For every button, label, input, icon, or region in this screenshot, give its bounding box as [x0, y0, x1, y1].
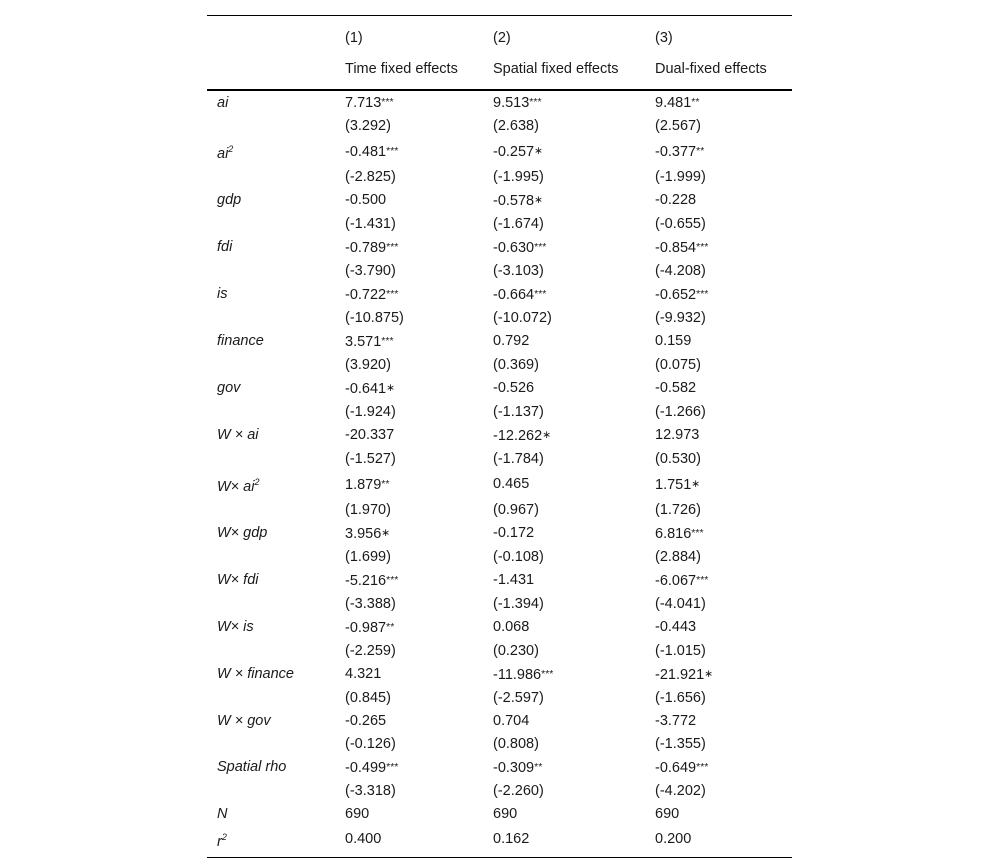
- col-name-1: Time fixed effects: [335, 53, 483, 90]
- tstat-cell: (-0.126): [345, 735, 396, 752]
- coef-value: 9.481: [655, 95, 692, 111]
- coef-cell: [483, 90, 645, 115]
- tstat-cell: (-1.431): [345, 215, 396, 232]
- variable-cell: [207, 189, 335, 213]
- coef-row: [207, 330, 792, 354]
- coef-value: 4.321: [345, 666, 382, 683]
- coef-row: [207, 189, 792, 213]
- empty-cell: [207, 213, 335, 236]
- tstat-row: [207, 546, 792, 569]
- significance-stars: **: [381, 477, 390, 490]
- coef-cell: [483, 756, 645, 780]
- tstat-cell: (-1.266): [655, 403, 706, 420]
- tstat-cell: (-3.790): [345, 262, 396, 279]
- empty-cell: [207, 780, 335, 803]
- variable-name: ai: [217, 94, 229, 111]
- variable-cell: [207, 663, 335, 687]
- coef-cell: [645, 189, 792, 213]
- coef-value: -0.722: [345, 286, 387, 303]
- coef-cell: [335, 283, 483, 307]
- tstat-cell: (0.075): [655, 356, 701, 373]
- coef-value: 0.068: [493, 619, 530, 636]
- significance-stars: ***: [386, 760, 399, 773]
- variable-name: W × gov: [217, 712, 271, 729]
- coef-value: 3.956: [345, 525, 382, 542]
- coef-row: [207, 663, 792, 687]
- variable-cell: [207, 803, 335, 826]
- coef-value: -0.526: [493, 380, 535, 397]
- tstat-row: [207, 354, 792, 377]
- significance-stars: ∗: [381, 526, 391, 539]
- coef-value: -6.067: [655, 572, 697, 589]
- coef-value: -0.630: [493, 239, 535, 256]
- coef-cell: [645, 377, 792, 401]
- significance-stars: **: [534, 760, 543, 773]
- tstat-cell: (-10.072): [493, 309, 552, 326]
- coef-value: -0.377: [655, 143, 697, 160]
- variable-cell: [207, 522, 335, 546]
- tstat-row: [207, 401, 792, 424]
- significance-stars: **: [696, 144, 705, 157]
- coef-value: -0.649: [655, 759, 697, 776]
- significance-stars: ***: [386, 144, 399, 157]
- tstat-cell: (3.920): [345, 356, 391, 373]
- significance-stars: ***: [381, 96, 394, 108]
- col-name-3: Dual-fixed effects: [645, 53, 792, 90]
- header-row-numbers: [207, 16, 792, 54]
- coef-value: 0.159: [655, 333, 692, 350]
- tstat-row: [207, 166, 792, 189]
- coef-cell: [483, 569, 645, 593]
- coef-cell: [335, 189, 483, 213]
- tstat-cell: (-1.995): [493, 168, 544, 185]
- coef-row: [207, 90, 792, 115]
- coef-value: -0.172: [493, 525, 535, 542]
- variable-cell: [207, 710, 335, 733]
- regression-table-container: [207, 15, 792, 858]
- coef-value: -0.582: [655, 380, 697, 397]
- variable-name: fdi: [217, 239, 233, 256]
- col-number-3: (3): [645, 16, 792, 54]
- coef-row: [207, 756, 792, 780]
- coef-row: [207, 138, 792, 166]
- significance-stars: ∗: [386, 381, 395, 394]
- tstat-cell: (-1.355): [655, 735, 706, 752]
- coef-cell: [483, 330, 645, 354]
- variable-cell: [207, 330, 335, 354]
- coef-value: -11.986: [493, 666, 542, 683]
- coef-cell: [483, 138, 645, 166]
- significance-stars: ∗: [534, 193, 543, 206]
- significance-stars: ***: [541, 667, 554, 680]
- coef-row: [207, 616, 792, 640]
- coef-cell: [483, 663, 645, 687]
- coef-value: -0.987: [345, 619, 387, 636]
- coef-cell: [483, 616, 645, 640]
- coef-cell: [335, 710, 483, 733]
- coef-cell: [335, 663, 483, 687]
- empty-cell: [207, 640, 335, 663]
- coef-value: -0.499: [345, 759, 387, 776]
- variable-name: r: [217, 833, 222, 850]
- coef-value: -3.772: [655, 712, 697, 729]
- coef-value: -0.481: [345, 143, 387, 160]
- significance-stars: ***: [534, 287, 547, 300]
- empty-cell: [207, 733, 335, 756]
- coef-cell: [483, 522, 645, 546]
- coef-cell: [645, 522, 792, 546]
- coef-cell: [483, 377, 645, 401]
- coef-value: 3.571: [345, 333, 382, 350]
- tstat-cell: (2.567): [655, 118, 701, 134]
- significance-stars: ***: [696, 760, 709, 773]
- variable-cell: [207, 826, 335, 858]
- significance-stars: ***: [386, 240, 399, 253]
- tstat-cell: (0.845): [345, 689, 391, 706]
- coef-cell: [335, 569, 483, 593]
- significance-stars: ***: [386, 573, 399, 586]
- coef-cell: [335, 522, 483, 546]
- coef-value: 9.513: [493, 95, 530, 111]
- significance-stars: ***: [696, 573, 709, 586]
- significance-stars: ***: [696, 287, 709, 300]
- coef-cell: [645, 756, 792, 780]
- tstat-cell: (0.967): [493, 501, 539, 518]
- coef-value: -0.500: [345, 192, 387, 209]
- significance-stars: ∗: [542, 428, 551, 441]
- variable-name: W × ai: [217, 427, 259, 444]
- tstat-cell: (-1.527): [345, 450, 396, 467]
- coef-cell: [645, 236, 792, 260]
- empty-cell: [207, 593, 335, 616]
- variable-name: N: [217, 805, 228, 822]
- coef-cell: [483, 236, 645, 260]
- coef-cell: [483, 283, 645, 307]
- tstat-row: [207, 733, 792, 756]
- coef-row: [207, 710, 792, 733]
- tstat-cell: (1.726): [655, 501, 701, 518]
- empty-cell: [207, 401, 335, 424]
- significance-stars: ***: [534, 240, 547, 253]
- coef-row: [207, 377, 792, 401]
- tstat-cell: (-4.202): [655, 782, 706, 799]
- tstat-row: [207, 780, 792, 803]
- tstat-row: [207, 593, 792, 616]
- coef-cell: [645, 283, 792, 307]
- empty-cell: [207, 260, 335, 283]
- variable-cell: [207, 90, 335, 115]
- variable-superscript: 2: [254, 476, 260, 487]
- coef-cell: [335, 138, 483, 166]
- tstat-cell: (-3.388): [345, 595, 396, 612]
- tstat-cell: (-1.394): [493, 595, 544, 612]
- tstat-cell: (2.884): [655, 548, 701, 565]
- significance-stars: ***: [386, 287, 399, 300]
- col-number-1: (1): [335, 16, 483, 54]
- coef-value: -21.921: [655, 666, 705, 683]
- coef-value: -1.431: [493, 572, 535, 589]
- coef-row: [207, 283, 792, 307]
- summary-cell: 690: [655, 805, 680, 822]
- significance-stars: ∗: [704, 667, 713, 680]
- tstat-cell: (-2.259): [345, 642, 396, 659]
- empty-cell: [207, 354, 335, 377]
- variable-name: ai: [217, 145, 229, 162]
- empty-cell: [207, 115, 335, 138]
- coef-row: [207, 236, 792, 260]
- coef-value: 1.751: [655, 476, 692, 493]
- coef-row: [207, 471, 792, 499]
- tstat-row: [207, 213, 792, 236]
- tstat-row: [207, 115, 792, 138]
- coef-value: -0.664: [493, 286, 535, 303]
- coef-cell: [645, 90, 792, 115]
- coef-cell: [335, 330, 483, 354]
- coef-cell: [645, 471, 792, 499]
- coef-value: 1.879: [345, 476, 382, 493]
- summary-row: [207, 826, 792, 858]
- variable-cell: [207, 424, 335, 448]
- coef-value: -0.789: [345, 239, 387, 256]
- tstat-cell: (1.699): [345, 548, 391, 565]
- tstat-row: [207, 448, 792, 471]
- variable-cell: [207, 471, 335, 499]
- coef-cell: [645, 710, 792, 733]
- empty-cell: [207, 448, 335, 471]
- coef-cell: [645, 330, 792, 354]
- variable-cell: [207, 616, 335, 640]
- coef-value: 0.465: [493, 476, 530, 493]
- summary-cell: 0.162: [483, 826, 645, 858]
- coef-value: -0.257: [493, 143, 535, 160]
- empty-cell: [207, 687, 335, 710]
- tstat-cell: (-1.999): [655, 168, 706, 185]
- tstat-cell: (-0.108): [493, 548, 544, 565]
- tstat-cell: (2.638): [493, 118, 539, 134]
- empty-cell: [207, 499, 335, 522]
- coef-cell: [335, 236, 483, 260]
- variable-name: gdp: [217, 192, 242, 209]
- summary-cell: 690: [493, 805, 518, 822]
- empty-cell: [207, 546, 335, 569]
- coef-value: -20.337: [345, 427, 395, 444]
- tstat-cell: (-1.784): [493, 450, 544, 467]
- tstat-cell: (3.292): [345, 118, 391, 134]
- variable-name: Spatial rho: [217, 759, 287, 776]
- coef-row: [207, 522, 792, 546]
- variable-name: W × finance: [217, 666, 294, 683]
- tstat-cell: (-2.260): [493, 782, 544, 799]
- table-body: [207, 90, 792, 858]
- tstat-row: [207, 307, 792, 330]
- tstat-cell: (-1.924): [345, 403, 396, 420]
- significance-stars: **: [691, 96, 700, 108]
- coef-row: [207, 569, 792, 593]
- coef-cell: [335, 471, 483, 499]
- tstat-cell: (0.230): [493, 642, 539, 659]
- coef-value: -0.309: [493, 759, 535, 776]
- coef-cell: [335, 377, 483, 401]
- coef-value: 7.713: [345, 95, 382, 111]
- tstat-cell: (-1.674): [493, 215, 544, 232]
- tstat-cell: (-10.875): [345, 309, 404, 326]
- significance-stars: **: [386, 620, 395, 633]
- coef-cell: [645, 424, 792, 448]
- tstat-cell: (-1.656): [655, 689, 706, 706]
- regression-table: [207, 15, 792, 858]
- tstat-cell: (0.369): [493, 356, 539, 373]
- empty-cell: [207, 166, 335, 189]
- variable-name: W× ai: [217, 478, 255, 495]
- variable-name: finance: [217, 333, 264, 350]
- variable-cell: [207, 569, 335, 593]
- coef-cell: [483, 189, 645, 213]
- tstat-cell: (0.530): [655, 450, 701, 467]
- variable-superscript: 2: [221, 831, 227, 842]
- coef-cell: [483, 424, 645, 448]
- summary-cell: 0.200: [645, 826, 792, 858]
- variable-cell: [207, 377, 335, 401]
- variable-superscript: 2: [228, 144, 234, 154]
- variable-cell: [207, 138, 335, 166]
- header-empty-cell: [207, 16, 335, 54]
- coef-cell: [645, 616, 792, 640]
- coef-value: 12.973: [655, 427, 700, 444]
- coef-value: -0.652: [655, 286, 697, 303]
- header-empty-cell: [207, 53, 335, 90]
- significance-stars: ***: [696, 240, 709, 253]
- coef-cell: [335, 424, 483, 448]
- tstat-cell: (-0.655): [655, 215, 706, 232]
- empty-cell: [207, 307, 335, 330]
- col-name-2: Spatial fixed effects: [483, 53, 645, 90]
- tstat-cell: (-9.932): [655, 309, 706, 326]
- coef-value: -0.265: [345, 712, 387, 729]
- coef-cell: [335, 90, 483, 115]
- tstat-cell: (0.808): [493, 735, 539, 752]
- coef-cell: [335, 616, 483, 640]
- significance-stars: ∗: [691, 477, 701, 490]
- variable-cell: [207, 236, 335, 260]
- variable-name: W× fdi: [217, 572, 259, 589]
- tstat-row: [207, 499, 792, 522]
- variable-cell: [207, 756, 335, 780]
- significance-stars: ∗: [534, 144, 543, 157]
- coef-value: -0.641: [345, 380, 387, 397]
- variable-name: W× is: [217, 619, 254, 636]
- tstat-cell: (-2.597): [493, 689, 544, 706]
- coef-value: -0.228: [655, 192, 697, 209]
- tstat-row: [207, 260, 792, 283]
- tstat-cell: (1.970): [345, 501, 391, 518]
- coef-cell: [483, 710, 645, 733]
- tstat-cell: (-4.041): [655, 595, 706, 612]
- summary-cell: 690: [345, 805, 370, 822]
- coef-value: -0.854: [655, 239, 697, 256]
- coef-value: -5.216: [345, 572, 387, 589]
- summary-row: [207, 803, 792, 826]
- significance-stars: ***: [381, 334, 394, 347]
- tstat-cell: (-2.825): [345, 168, 396, 185]
- coef-cell: [483, 471, 645, 499]
- coef-row: [207, 424, 792, 448]
- tstat-row: [207, 640, 792, 663]
- coef-cell: [645, 138, 792, 166]
- variable-name: gov: [217, 380, 241, 397]
- summary-cell: 0.400: [335, 826, 483, 858]
- tstat-cell: (-4.208): [655, 262, 706, 279]
- coef-value: 0.704: [493, 712, 530, 729]
- header-row-names: [207, 53, 792, 90]
- tstat-cell: (-3.103): [493, 262, 544, 279]
- tstat-cell: (-1.015): [655, 642, 706, 659]
- significance-stars: ***: [691, 526, 704, 539]
- tstat-row: [207, 687, 792, 710]
- coef-cell: [645, 569, 792, 593]
- coef-value: -0.578: [493, 192, 535, 209]
- col-number-2: (2): [483, 16, 645, 54]
- coef-cell: [645, 663, 792, 687]
- significance-stars: ***: [529, 96, 542, 108]
- tstat-cell: (-3.318): [345, 782, 396, 799]
- coef-cell: [335, 756, 483, 780]
- coef-value: 6.816: [655, 525, 692, 542]
- variable-name: is: [217, 286, 228, 303]
- variable-name: W× gdp: [217, 525, 268, 542]
- variable-cell: [207, 283, 335, 307]
- coef-value: 0.792: [493, 333, 530, 350]
- coef-value: -12.262: [493, 427, 543, 444]
- coef-value: -0.443: [655, 619, 697, 636]
- tstat-cell: (-1.137): [493, 403, 544, 420]
